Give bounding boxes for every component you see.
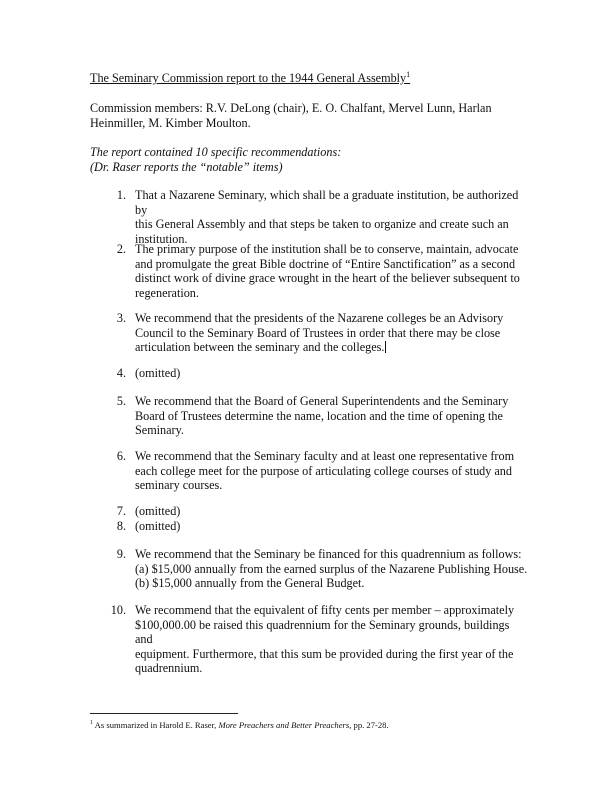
footnote-separator (90, 713, 238, 714)
footnote (90, 720, 389, 731)
item-line: articulation between the seminary and the colleges. (135, 340, 385, 355)
item-number: 4. (116, 366, 126, 380)
item-line: (omitted) (135, 366, 181, 380)
item-text (135, 311, 530, 355)
item-line: (b) $15,000 annually from the General Budget. (135, 576, 365, 591)
commission-members (90, 101, 530, 130)
item-line: We recommend that the presidents of the Nazarene colleges be an Advisory (135, 311, 504, 325)
item-number: 7. (116, 504, 126, 518)
item-text (135, 519, 530, 534)
footnote-book-title: More Preachers and Better Preachers (218, 720, 350, 730)
item-number: 6. (116, 449, 126, 463)
item-line: (omitted) (135, 504, 181, 518)
item-text (135, 547, 530, 591)
item-line: this General Assembly and that steps be taken to organize and create such an (135, 217, 509, 232)
text-cursor (385, 341, 386, 353)
item-line: $100,000.00 be raised this quadrennium for the Seminary grounds, buildings and (135, 617, 510, 647)
title-footnote-mark: 1 (406, 69, 411, 79)
footnote-text: As summarized in Harold E. Raser, (93, 720, 219, 730)
intro-line: The report contained 10 specific recommendations: (90, 145, 342, 159)
item-number: 8. (116, 519, 126, 533)
item-line: Seminary. (135, 423, 184, 438)
item-line: institution. (135, 231, 188, 246)
item-line: Council to the Seminary Board of Trustees in order that there may be close (135, 325, 501, 340)
item-line: The primary purpose of the institution shall be to conserve, maintain, advocate (135, 242, 519, 256)
item-text (135, 188, 530, 246)
item-number: 9. (116, 547, 126, 561)
item-line-with-cursor (135, 340, 530, 355)
footnote-pages: , pp. 27-28. (349, 720, 389, 730)
members-line: Heinmiller, M. Kimber Moulton. (90, 115, 251, 130)
item-line: (omitted) (135, 519, 181, 533)
members-line: Commission members: R.V. DeLong (chair), E. O. Chalfant, Mervel Lunn, Harlan (90, 101, 492, 115)
item-text (135, 394, 530, 438)
item-text (135, 366, 530, 381)
item-line: We recommend that the Seminary faculty and at least one representative from (135, 449, 515, 463)
intro-line: (Dr. Raser reports the “notable” items) (90, 159, 283, 174)
title-text: The Seminary Commission report to the 1944 General Assembly (90, 71, 407, 85)
item-text (135, 504, 530, 519)
item-text (135, 242, 530, 300)
item-line: seminary courses. (135, 478, 223, 493)
footnote-mark: 1 (90, 720, 93, 727)
item-line: regeneration. (135, 285, 199, 300)
item-line: We recommend that the Board of General Superintendents and the Seminary (135, 394, 509, 408)
page-title (90, 71, 410, 86)
item-text (135, 449, 530, 493)
item-line: We recommend that the equivalent of fifty cents per member – approximately (135, 603, 515, 617)
report-intro (90, 145, 530, 174)
item-line: and promulgate the great Bible doctrine of “Entire Sanctification” as a second (135, 256, 516, 271)
item-number: 2. (116, 242, 126, 256)
item-number: 1. (116, 188, 126, 202)
item-line: each college meet for the purpose of articulating college courses of study and (135, 463, 512, 478)
item-line: Board of Trustees determine the name, location and the time of opening the (135, 408, 503, 423)
item-number: 5. (116, 394, 126, 408)
item-line: We recommend that the Seminary be financed for this quadrennium as follows: (135, 547, 522, 561)
item-text (135, 603, 530, 676)
item-line: That a Nazarene Seminary, which shall be a graduate institution, be authorized by (135, 188, 519, 217)
item-line: quadrennium. (135, 661, 203, 676)
item-number: 3. (116, 311, 126, 325)
item-number: 10. (110, 603, 126, 617)
item-line: equipment. Furthermore, that this sum be provided during the first year of the (135, 646, 514, 661)
item-line: distinct work of divine grace wrought in the heart of the believer subsequent to (135, 271, 520, 286)
item-line: (a) $15,000 annually from the earned surplus of the Nazarene Publishing House. (135, 561, 528, 576)
